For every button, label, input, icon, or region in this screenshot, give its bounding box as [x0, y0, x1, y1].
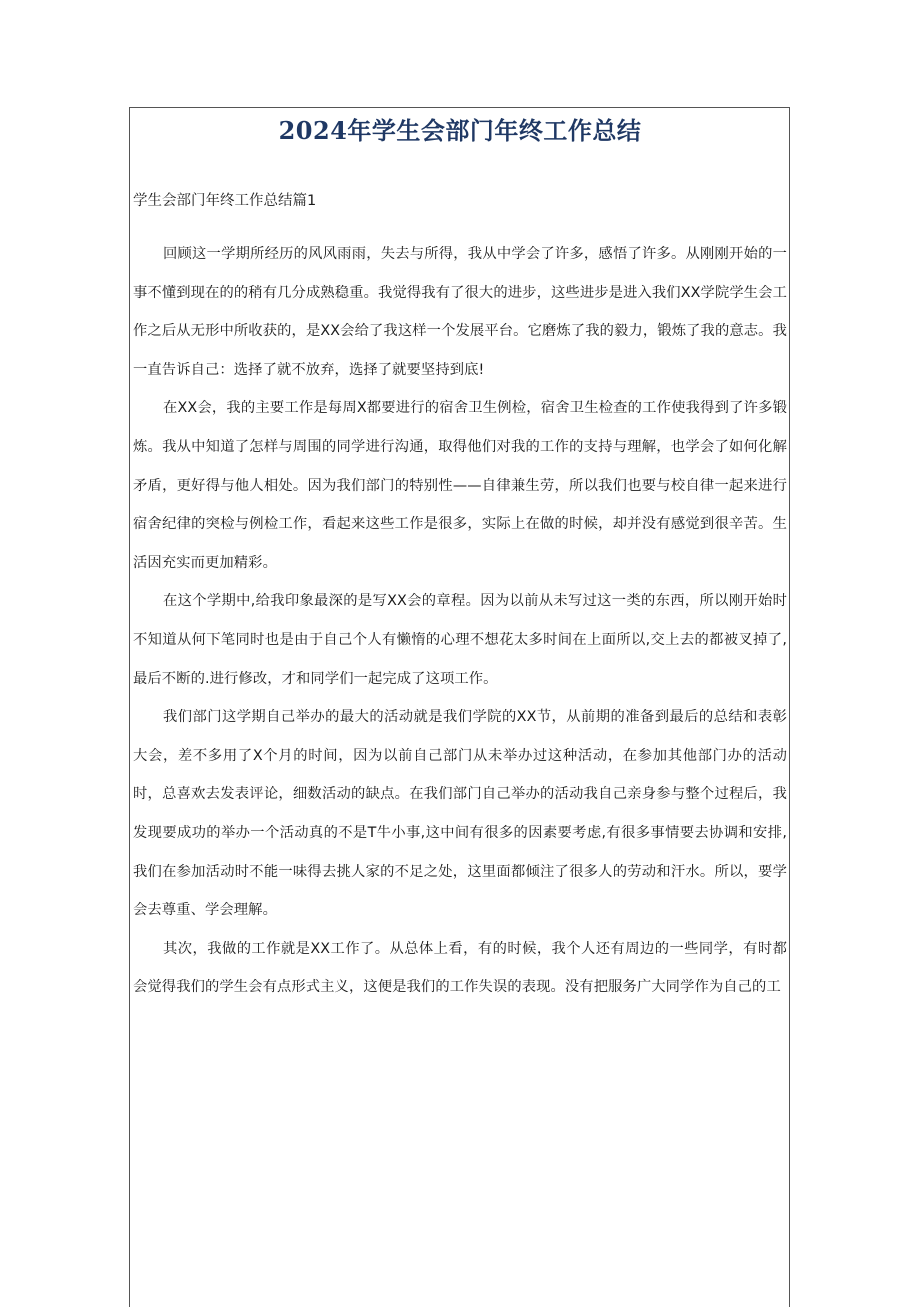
paragraph-1: 回顾这一学期所经历的风风雨雨，失去与所得，我从中学会了许多，感悟了许多。从刚刚开始的一事不懂到现在的的稍有几分成熟稳重。我觉得我有了很大的进步，这些进步是进入我们XX学院学生会工作之后从无形中所收获的，是XX会给了我这样一个发展平台。它磨炼了我的毅力，锻炼了我的意志。我一直告诉自己：选择了就不放弃，选择了就要坚持到底! [133, 246, 787, 378]
paragraph-2: 在XX会，我的主要工作是每周X都要进行的宿舍卫生例检，宿舍卫生检查的工作使我得到了许多锻炼。我从中知道了怎样与周围的同学进行沟通，取得他们对我的工作的支持与理解，也学会了如何化解矛盾，更好得与他人相处。因为我们部门的特别性——自律兼生劳，所以我们也要与校自律一起来进行宿舍纪律的突检与例检工作，看起来这些工作是很多，实际上在做的时候，却并没有感觉到很辛苦。生活因充实而更加精彩。 [133, 400, 787, 571]
document-body [133, 235, 787, 1007]
paragraph-3: 在这个学期中,给我印象最深的是写XX会的章程。因为以前从未写过这一类的东西，所以刚开始时不知道从何下笔同时也是由于自己个人有懒惰的心理不想花太多时间在上面所以,交上去的都被叉掉了,最后不断的.进行修改，才和同学们一起完成了这项工作。 [133, 593, 787, 687]
paragraph-5: 其次，我做的工作就是XX工作了。从总体上看，有的时候，我个人还有周边的一些同学，有时都会觉得我们的学生会有点形式主义，这便是我们的工作失误的表现。没有把服务广大同学作为自己的工 [133, 940, 787, 996]
section-heading: 学生会部门年终工作总结篇1 [133, 193, 317, 209]
paragraph-4: 我们部门这学期自己举办的最大的活动就是我们学院的XX节，从前期的准备到最后的总结和表彰大会，差不多用了X个月的时间，因为以前自己部门从未举办过这种活动，在参加其他部门办的活动时，总喜欢去发表评论，细数活动的缺点。在我们部门自己举办的活动我自己亲身参与整个过程后，我发现要成功的举办一个活动真的不是T牛小事,这中间有很多的因素要考虑,有很多事情要去协调和安排,我们在参加活动时不能一味得去挑人家的不足之处，这里面都倾注了很多人的劳动和汗水。所以，要学会去尊重、学会理解。 [133, 709, 787, 919]
document-title: 2024年学生会部门年终工作总结 [278, 116, 642, 145]
